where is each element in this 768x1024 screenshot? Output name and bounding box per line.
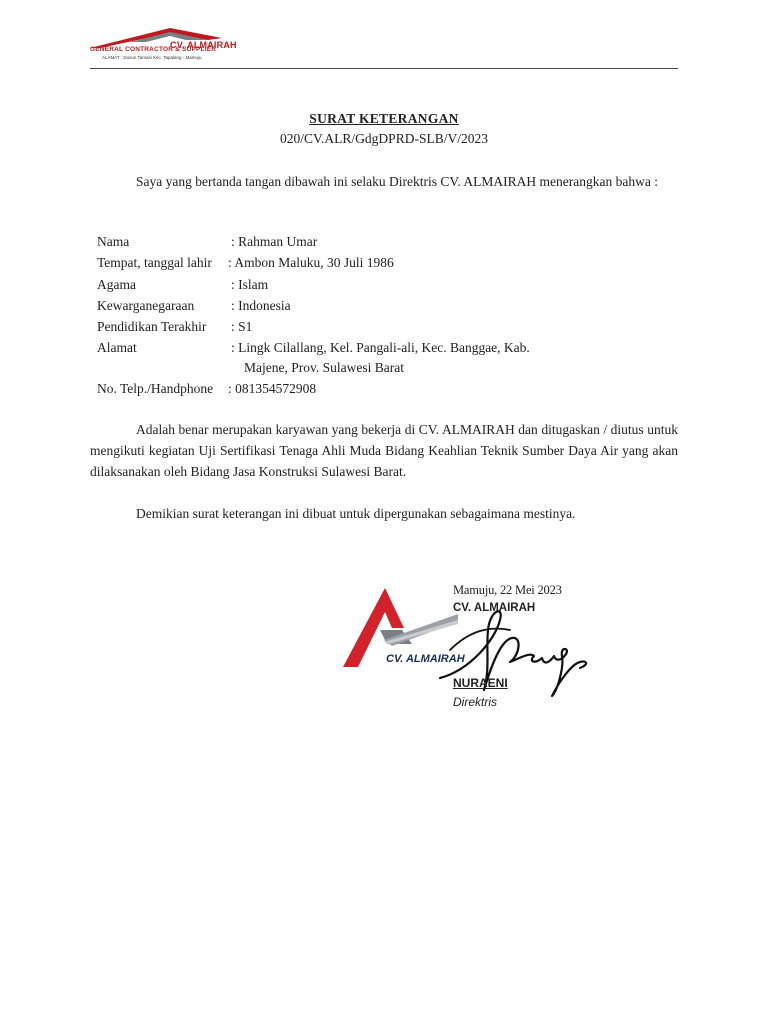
body-paragraph: Adalah benar merupakan karyawan yang bekerja di CV. ALMAIRAH dan ditugaskan / diutus untuk mengikuti kegiatan Uji Sertifikasi Tenaga Ahli Muda Bidang Keahlian Teknik Sumber Daya Air yang akan dilaksanakan oleh Bidang Jasa Konstruksi Sulawesi Barat. <box>90 422 678 479</box>
field-label: Tempat, tanggal lahir <box>97 255 212 270</box>
field-row <box>97 340 530 356</box>
document-title: SURAT KETERANGAN <box>309 111 459 126</box>
document-number: 020/CV.ALR/GdgDPRD-SLB/V/2023 <box>280 131 488 146</box>
field-label: Alamat <box>97 340 137 355</box>
field-value: : Rahman Umar <box>231 234 318 249</box>
field-value: Majene, Prov. Sulawesi Barat <box>244 360 404 375</box>
letterhead-address: ALAMAT : Dusun Tamasi Kec. Tapalang - Mamuju <box>102 55 202 60</box>
intro-paragraph: Saya yang bertanda tangan dibawah ini selaku Direktris CV. ALMAIRAH menerangkan bahwa : <box>136 174 658 189</box>
field-row <box>97 255 394 271</box>
field-label: No. Telp./Handphone <box>97 381 214 396</box>
field-value: : Indonesia <box>231 298 291 313</box>
field-row <box>97 234 318 250</box>
field-row <box>97 381 317 397</box>
field-row <box>97 298 291 314</box>
field-label: Agama <box>97 277 136 292</box>
signature-block <box>340 580 600 720</box>
field-value: : 081354572908 <box>228 381 317 396</box>
letterhead <box>90 24 290 64</box>
field-label: Pendidikan Terakhir <box>97 319 207 334</box>
letterhead-subtitle: GENERAL CONTRACTOR & SUPPLIER <box>90 46 217 53</box>
field-row <box>97 277 269 293</box>
signatory-name: NURAENI <box>453 676 508 690</box>
signature-company: CV. ALMAIRAH <box>453 602 536 614</box>
closing-paragraph: Demikian surat keterangan ini dibuat untuk dipergunakan sebagaimana mestinya. <box>136 506 576 521</box>
place-date: Mamuju, 22 Mei 2023 <box>453 583 562 597</box>
signatory-title: Direktris <box>453 695 497 709</box>
stamp-company: CV. ALMAIRAH <box>386 653 465 665</box>
field-label: Kewarganegaraan <box>97 298 195 313</box>
field-row <box>97 319 253 335</box>
field-value: : S1 <box>231 319 253 334</box>
header-divider <box>90 68 678 69</box>
field-value: : Islam <box>231 277 269 292</box>
field-value: : Ambon Maluku, 30 Juli 1986 <box>228 255 394 270</box>
field-label: Nama <box>97 234 130 249</box>
field-value: : Lingk Cilallang, Kel. Pangali-ali, Kec. Banggae, Kab. <box>231 340 530 355</box>
handwritten-signature-icon <box>430 600 650 710</box>
letterhead-company: CV. ALMAIRAH <box>170 40 237 50</box>
